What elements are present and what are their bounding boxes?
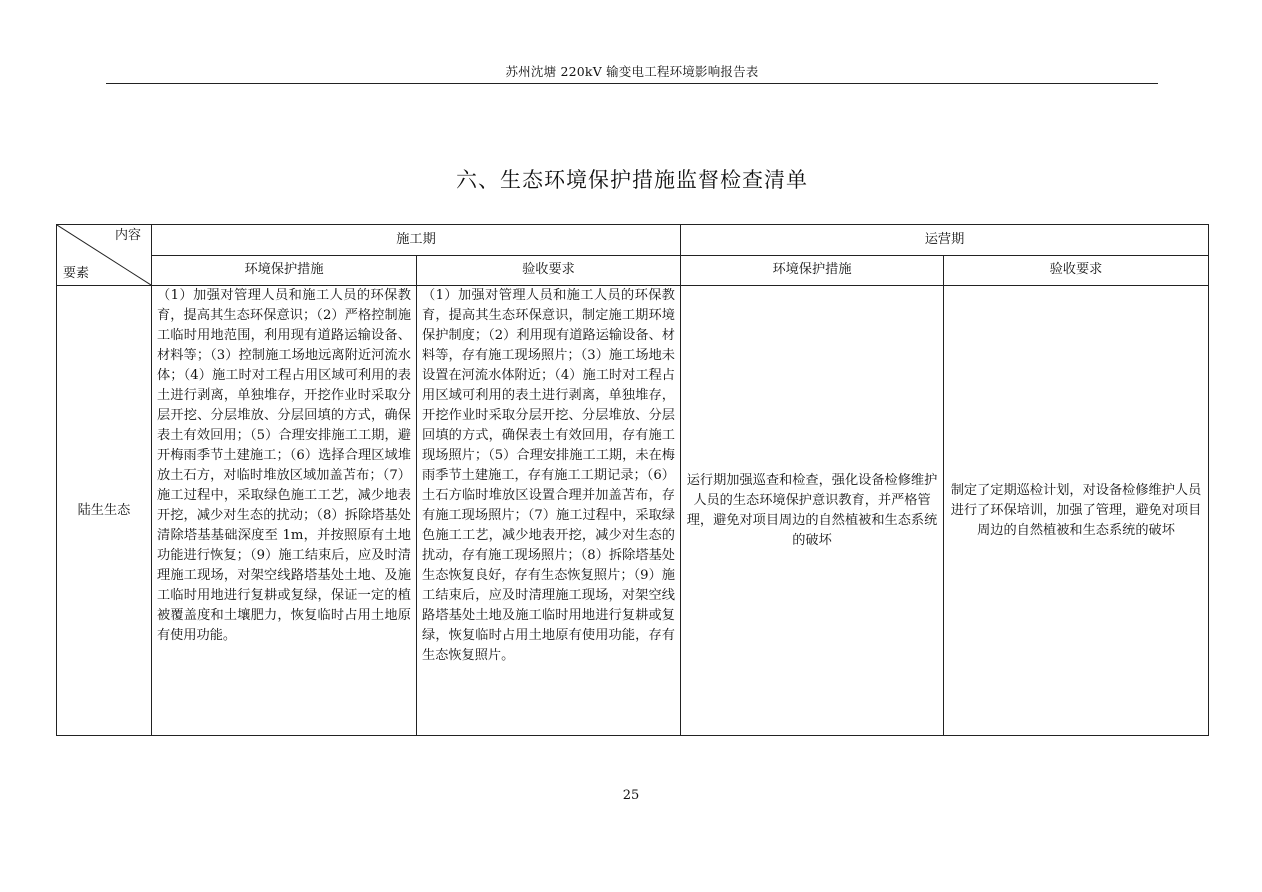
- corner-bottom-label: 要素: [63, 266, 90, 281]
- operation-measures-header: 环境保护措施: [681, 255, 944, 286]
- operation-acceptance-header: 验收要求: [944, 255, 1209, 286]
- construction-period-header: 施工期: [152, 225, 681, 256]
- construction-acceptance-header: 验收要求: [417, 255, 681, 286]
- ecology-checklist-table: [56, 224, 1209, 736]
- operation-period-header: 运营期: [681, 225, 1209, 256]
- corner-header-cell: [57, 225, 152, 286]
- page-number: 25: [622, 788, 640, 803]
- factor-cell: 陆生生态: [57, 286, 152, 736]
- construction-measures-cell: （1）加强对管理人员和施工人员的环保教育，提高其生态环保意识；（2）严格控制施工临时用地范围，利用现有道路运输设备、材料等；（3）控制施工场地远离附近河流水体；（4）施工时对工程占用区域可利用的表土进行剥离，单独堆存，开挖作业时采取分层开挖、分层堆放、分层回填的方式，确保表土有效回用；（5）合理安排施工工期，避开梅雨季节土建施工；（6）选择合理区域堆放土石方，对临时堆放区域加盖苫布；（7）施工过程中，采取绿色施工工艺，减少地表开挖，减少对生态的扰动；（8）拆除塔基处清除塔基基础深度至 1m，并按照原有土地功能进行恢复；（9）施工结束后，应及时清理施工现场，对架空线路塔基处土地、及施工临时用地进行复耕或复绿，保证一定的植被覆盖度和土壤肥力，恢复临时占用土地原有使用功能。: [152, 286, 417, 736]
- header-rule: [106, 83, 1158, 84]
- construction-measures-header: 环境保护措施: [152, 255, 417, 286]
- running-header: 苏州沈塘 220kV 输变电工程环境影响报告表: [505, 64, 759, 79]
- section-title: 六、生态环境保护措施监督检查清单: [456, 168, 808, 192]
- corner-top-label: 内容: [114, 228, 141, 243]
- table-row: [57, 286, 1209, 736]
- construction-acceptance-cell: （1）加强对管理人员和施工人员的环保教育，提高其生态环保意识，制定施工期环境保护制度；（2）利用现有道路运输设备、材料等，存有施工现场照片；（3）施工场地未设置在河流水体附近；（4）施工时对工程占用区域可利用的表土进行剥离，单独堆存，开挖作业时采取分层开挖、分层堆放、分层回填的方式，确保表土有效回用，存有施工现场照片；（5）合理安排施工工期，未在梅雨季节土建施工，存有施工工期记录；（6）土石方临时堆放区设置合理并加盖苫布，存有施工现场照片；（7）施工过程中，采取绿色施工工艺，减少地表开挖，减少对生态的扰动，存有施工现场照片；（8）拆除塔基处生态恢复良好，存有生态恢复照片；（9）施工结束后，应及时清理施工现场，对架空线路塔基处土地及施工临时用地进行复耕或复绿，恢复临时占用土地原有使用功能，存有生态恢复照片。: [417, 286, 681, 736]
- operation-measures-cell: 运行期加强巡查和检查，强化设备检修维护人员的生态环境保护意识教育，并严格管理，避免对项目周边的自然植被和生态系统的破坏: [681, 286, 944, 736]
- operation-acceptance-cell: 制定了定期巡检计划，对设备检修维护人员进行了环保培训，加强了管理，避免对项目周边的自然植被和生态系统的破坏: [944, 286, 1209, 736]
